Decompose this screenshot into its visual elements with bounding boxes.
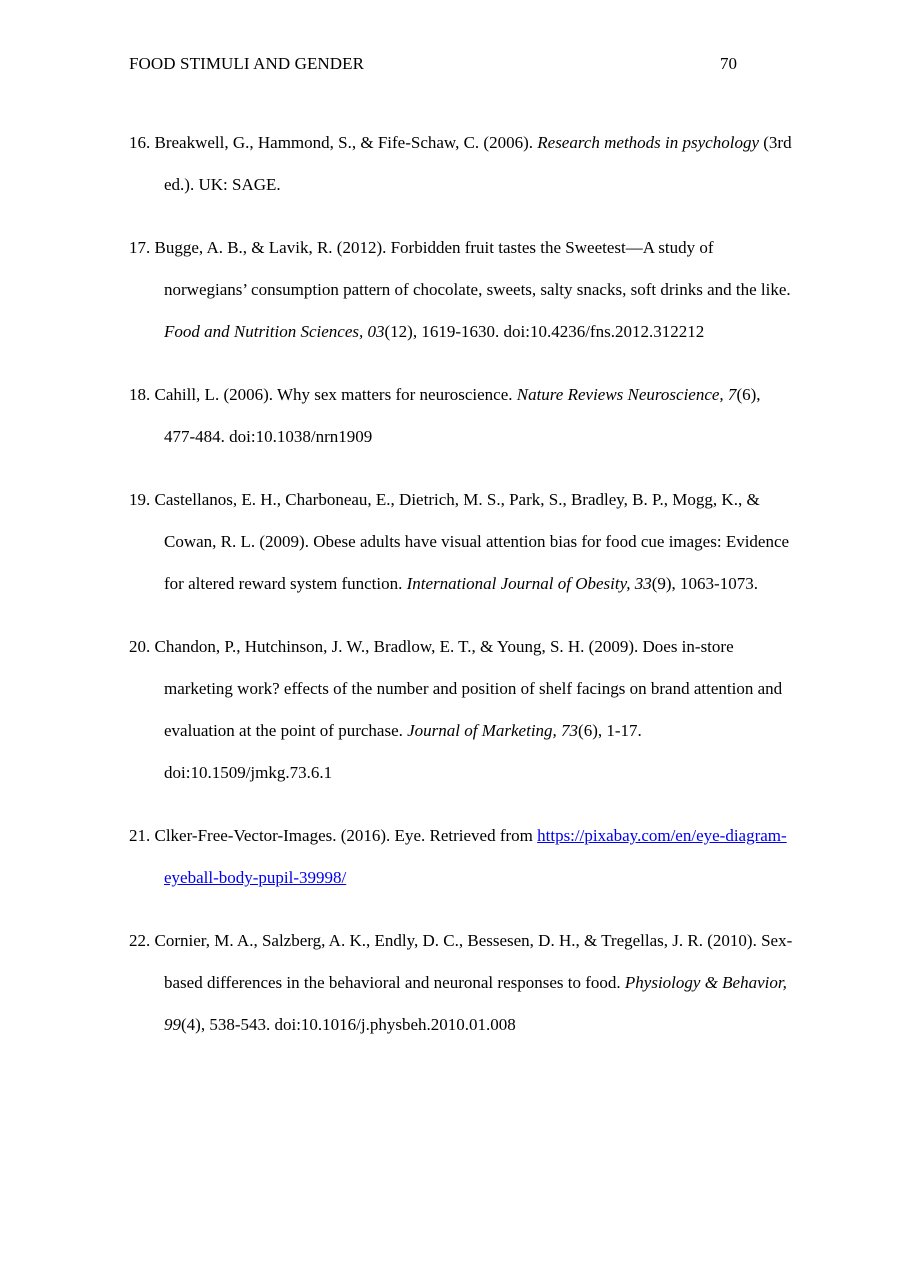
reference-authors: Castellanos, E. H., Charboneau, E., Dietrich, M. S., Park, S., Bradley, B. P., Mogg, K., & Cowan, R. L. (2009). Obese adults have visual attention bias for food cue images: Evidence for altered reward system function. bbox=[154, 490, 790, 593]
reference-details: (9), 1063-1073. bbox=[651, 574, 758, 593]
reference-19 bbox=[129, 479, 794, 605]
reference-journal: Food and Nutrition Sciences, 03 bbox=[164, 322, 385, 341]
reference-authors: Chandon, P., Hutchinson, J. W., Bradlow, E. T., & Young, S. H. (2009). Does in-store marketing work? effects of the number and position of shelf facings on brand attention and evaluation at the point of purchase. bbox=[154, 637, 783, 740]
reference-22 bbox=[129, 920, 794, 1046]
reference-details: (12), 1619-1630. doi:10.4236/fns.2012.312212 bbox=[384, 322, 705, 341]
reference-authors: Clker-Free-Vector-Images. (2016). Eye. Retrieved from bbox=[154, 826, 538, 845]
reference-authors: Bugge, A. B., & Lavik, R. (2012). Forbidden fruit tastes the Sweetest—A study of norwegians’ consumption pattern of chocolate, sweets, salty snacks, soft drinks and the like. bbox=[154, 238, 791, 299]
reference-18 bbox=[129, 374, 794, 458]
reference-journal: Physiology & Behavior, 99 bbox=[164, 973, 787, 1034]
reference-authors: Cahill, L. (2006). Why sex matters for neuroscience. bbox=[154, 385, 517, 404]
reference-details: (6), 477-484. doi:10.1038/nrn1909 bbox=[164, 385, 761, 446]
reference-number: 20. bbox=[129, 637, 151, 656]
reference-details: (6), 1-17. doi:10.1509/jmkg.73.6.1 bbox=[164, 721, 642, 782]
reference-authors: Cornier, M. A., Salzberg, A. K., Endly, D. C., Bessesen, D. H., & Tregellas, J. R. (2010). Sex-based differences in the behavioral and neuronal responses to food. bbox=[154, 931, 793, 992]
reference-journal: Nature Reviews Neuroscience, 7 bbox=[516, 385, 737, 404]
reference-number: 22. bbox=[129, 931, 151, 950]
reference-number: 19. bbox=[129, 490, 151, 509]
reference-17 bbox=[129, 227, 794, 353]
reference-16 bbox=[129, 122, 794, 206]
reference-20 bbox=[129, 626, 794, 794]
reference-21 bbox=[129, 815, 794, 899]
reference-details: (3rd ed.). UK: SAGE. bbox=[164, 133, 792, 194]
reference-number: 21. bbox=[129, 826, 151, 845]
reference-journal: International Journal of Obesity, 33 bbox=[406, 574, 652, 593]
reference-journal: Journal of Marketing, 73 bbox=[407, 721, 579, 740]
reference-list bbox=[129, 122, 794, 1067]
reference-book-title: Research methods in psychology bbox=[537, 133, 759, 152]
reference-authors: Breakwell, G., Hammond, S., & Fife-Schaw, C. (2006). bbox=[154, 133, 538, 152]
reference-link[interactable]: https://pixabay.com/en/eye-diagram-eyeball-body-pupil-39998/ bbox=[164, 826, 787, 887]
reference-details: (4), 538-543. doi:10.1016/j.physbeh.2010.01.008 bbox=[181, 1015, 516, 1034]
page-number: 70 bbox=[720, 54, 737, 73]
reference-number: 16. bbox=[129, 133, 151, 152]
running-head: FOOD STIMULI AND GENDER bbox=[129, 54, 365, 73]
reference-number: 18. bbox=[129, 385, 151, 404]
reference-number: 17. bbox=[129, 238, 151, 257]
